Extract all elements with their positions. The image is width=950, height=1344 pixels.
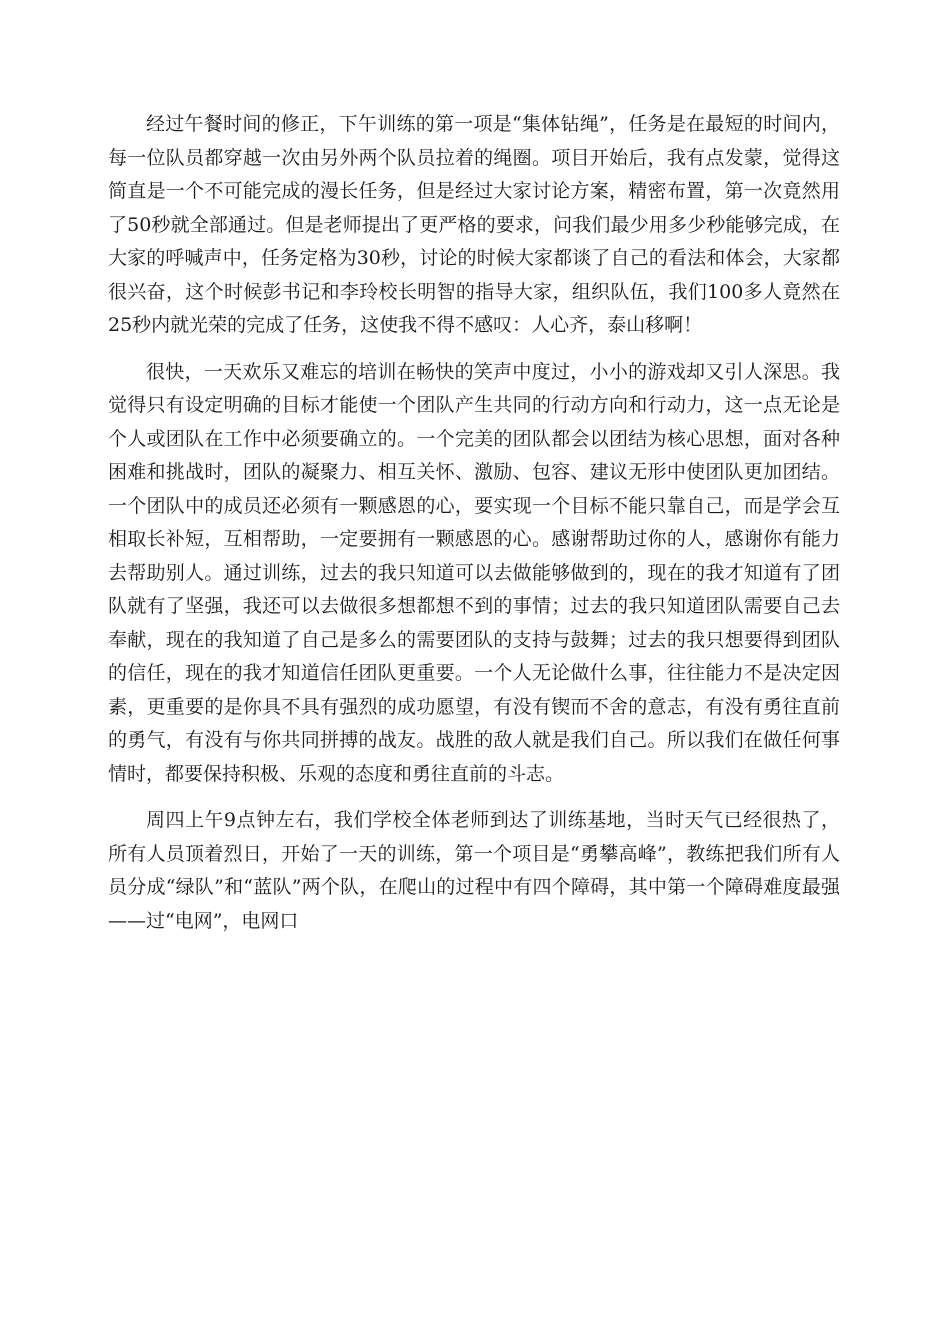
paragraph-2: 很快，一天欢乐又难忘的培训在畅快的笑声中度过，小小的游戏却又引人深思。我觉得只有设定明确的目标才能使一个团队产生共同的行动方向和行动力，这一点无论是个人或团队在工作中必须要确立的。一个完美的团队都会以团结为核心思想，面对各种困难和挑战时，团队的凝聚力、相互关怀、激励、包容、建议无形中使团队更加团结。一个团队中的成员还必须有一颗感恩的心，要实现一个目标不能只靠自己，而是学会互相取长补短，互相帮助，一定要拥有一颗感恩的心。感谢帮助过你的人，感谢你有能力去帮助别人。通过训练，过去的我只知道可以去做能够做到的，现在的我才知道有了团队就有了坚强，我还可以去做很多想都想不到的事情；过去的我只知道团队需要自己去奉献，现在的我知道了自己是多么的需要团队的支持与鼓舞；过去的我只想要得到团队的信任，现在的我才知道信任团队更重要。一个人无论做什么事，往往能力不是决定因素，更重要的是你具不具有强烈的成功愿望，有没有锲而不舍的意志，有没有勇往直前的勇气，有没有与你共同拼搏的战友。战胜的敌人就是我们自己。所以我们在做任何事情时，都要保持积极、乐观的态度和勇往直前的斗志。 (108, 360, 840, 785)
paragraph-1: 经过午餐时间的修正，下午训练的第一项是“集体钻绳”，任务是在最短的时间内，每一位队员都穿越一次由另外两个队员拉着的绳圈。项目开始后，我有点发蒙，觉得这简直是一个不可能完成的漫长任务，但是经过大家讨论方案，精密布置，第一次竟然用了50秒就全部通过。但是老师提出了更严格的要求，问我们最少用多少秒能够完成，在大家的呼喊声中，任务定格为30秒，讨论的时候大家都谈了自己的看法和体会，大家都很兴奋，这个时候彭书记和李玲校长明智的指导大家，组织队伍，我们100多人竟然在25秒内就光荣的完成了任务，这使我不得不感叹：人心齐，泰山移啊！ (108, 113, 840, 336)
document-page (108, 108, 840, 951)
paragraph-3: 周四上午9点钟左右，我们学校全体老师到达了训练基地，当时天气已经很热了，所有人员顶着烈日，开始了一天的训练，第一个项目是“勇攀高峰”，教练把我们所有人员分成“绿队”和“蓝队”两个队，在爬山的过程中有四个障碍，其中第一个障碍难度最强——过“电网”，电网口 (108, 809, 840, 932)
